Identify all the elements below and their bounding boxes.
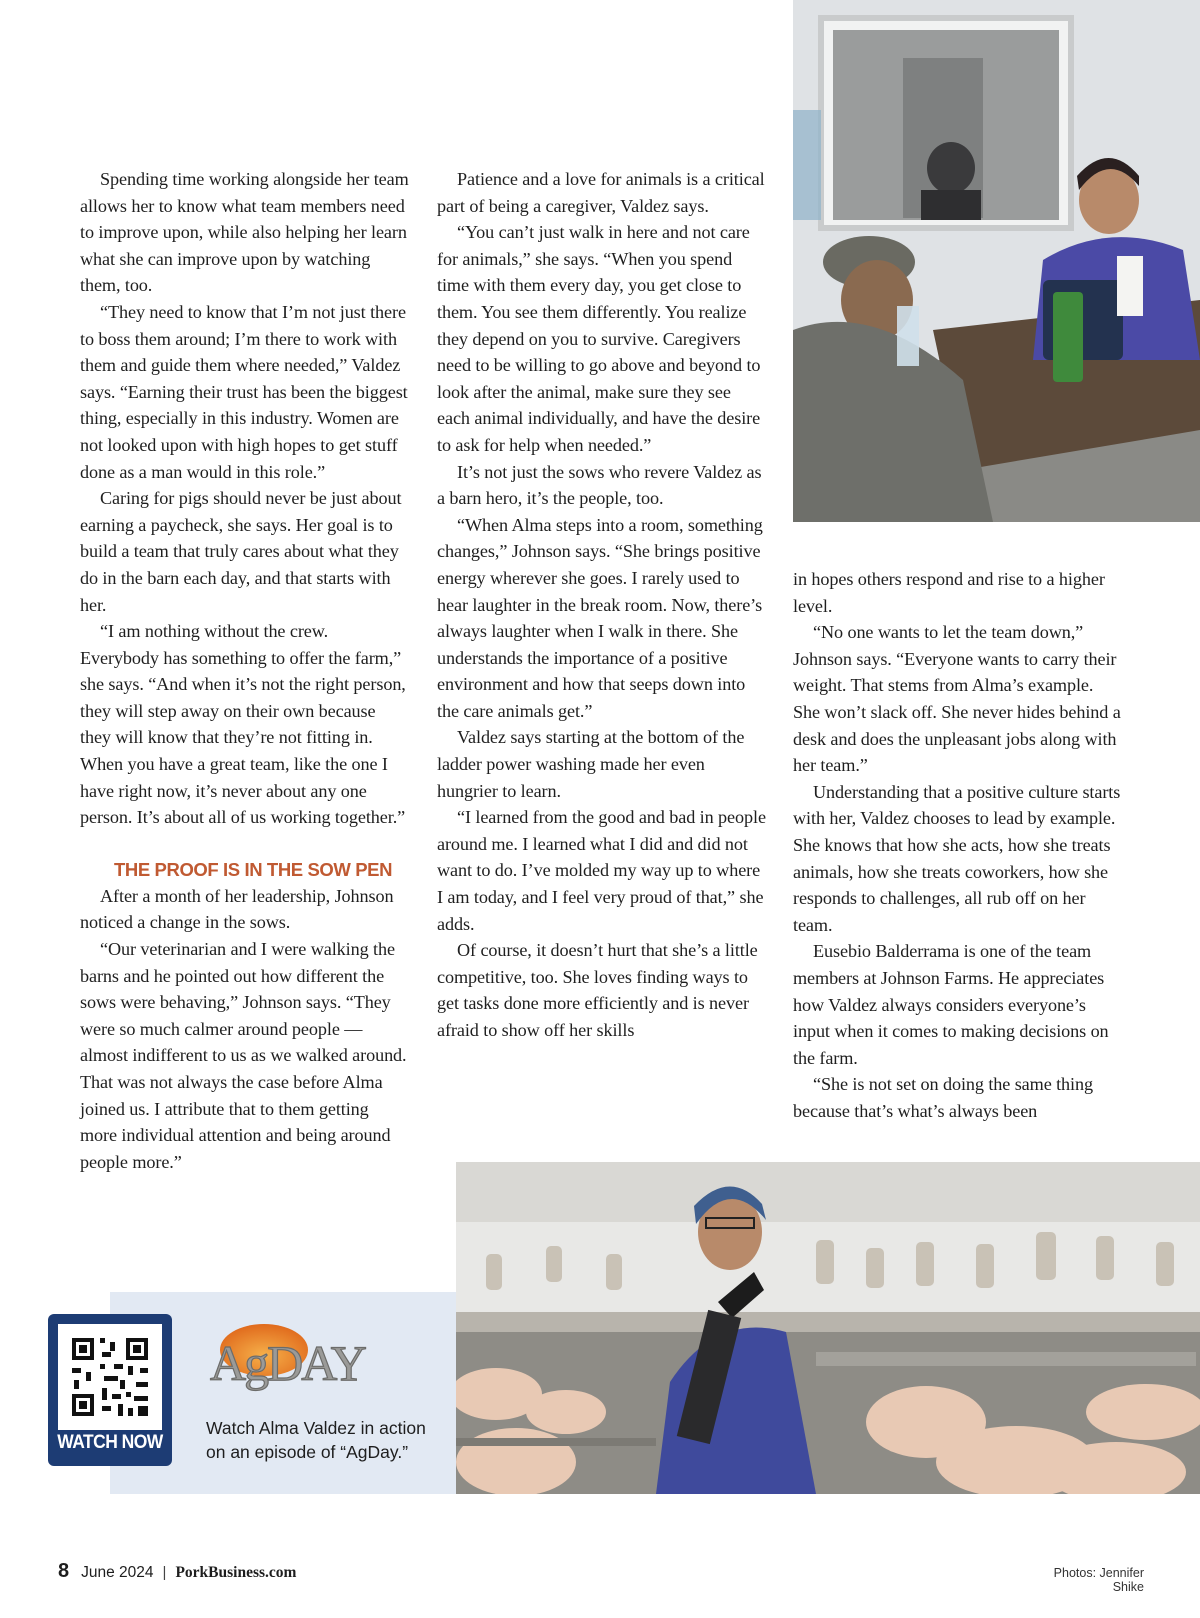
paragraph: “They need to know that I’m not just there to boss them around; I’m there to work with them and guide them where needed,” Valdez says. “Earning their trust has been the biggest thing, especially in this industry. Women are not looked upon with high hopes to get stuff done as a man would in this role.” [80,301,408,482]
promo-caption-line-1: Watch Alma Valdez in action [206,1418,426,1438]
agday-logo [204,1316,400,1394]
paragraph: Eusebio Balderrama is one of the team members at Johnson Farms. He appreciates how Valdez always considers everyone’s input when it comes to making decisions on the farm. [793,941,1109,1068]
qr-code-icon [58,1324,162,1430]
issue-date: June 2024 [81,1564,154,1581]
page-footer [58,1560,296,1584]
paragraph: “When Alma steps into a room, something changes,” Johnson says. “She brings positive energy wherever she goes. I rarely used to hear laughter in the break room. Now, there’s always laughter when I walk in there. She understands the importance of a positive environment and how that seeps down into the care animals get.” [437,514,763,721]
paragraph: Caring for pigs should never be just about earning a paycheck, she says. Her goal is to build a team that truly cares about what they do in the barn each day, and that starts with her. [80,488,402,615]
paragraph: “No one wants to let the team down,” Johnson says. “Everyone wants to carry their weight. That stems from Alma’s example. She won’t slack off. She never hides behind a desk and does the unpleasant jobs along with her team.” [793,622,1121,776]
paragraph: Of course, it doesn’t hurt that she’s a little competitive, too. She loves finding ways to get tasks done more efficiently and is never afraid to show off her skills [437,940,758,1040]
paragraph: Valdez says starting at the bottom of the ladder power washing made her even hungrier to learn. [437,727,745,801]
paragraph: It’s not just the sows who revere Valdez as a barn hero, it’s the people, too. [437,461,762,509]
paragraph: “You can’t just walk in here and not care for animals,” she says. “When you spend time with them every day, you get close to them. You see them differently. You realize they depend on you to survive. Caregivers need to be willing to go above and beyond to look after the animal, make sure they see each animal individually, and have the desire to ask for help when needed.” [437,222,761,455]
paragraph: Spending time working alongside her team allows her to know what team members need to improve upon, while also helping her learn what she can improve upon by watching them, too. [80,169,409,296]
page-number: 8 [58,1560,70,1582]
article-column-2 [437,166,767,1044]
promo-caption-line-2: on an episode of “AgDay.” [206,1442,409,1462]
website-link[interactable]: PorkBusiness.com [175,1564,297,1581]
barn-photo [456,1162,1200,1494]
paragraph: Understanding that a positive culture starts with her, Valdez chooses to lead by example. She knows that how she acts, how she treats animals, how she treats coworkers, how she responds to challenges, all rub off on her team. [793,781,1121,935]
break-room-photo [793,0,1200,522]
photo-credit: Photos: Jennifer Shike [1053,1566,1144,1594]
agday-logo-text: AgDAY [210,1335,365,1391]
promo-caption [206,1416,446,1464]
paragraph: “She is not set on doing the same thing because that’s what’s always been [793,1074,1093,1121]
footer-separator: | [162,1564,167,1581]
article-column-1 [80,166,410,1175]
section-subhead: THE PROOF IS IN THE SOW PEN [114,858,393,880]
paragraph: “I learned from the good and bad in people around me. I learned what I did and did not want to do. I’ve molded my way up to where I am today, and I feel very proud of that,” she adds. [437,807,766,934]
paragraph: “Our veterinarian and I were walking the barns and he pointed out how different the sows were behaving,” Johnson says. “They were so much calmer around people — almost indifferent to us as we walked around. That was not always the case before Alma joined us. I attribute that to them getting more individual attention and being around people more.” [80,939,407,1172]
paragraph: After a month of her leadership, Johnson noticed a change in the sows. [80,885,394,933]
watch-now-qr-button[interactable] [48,1314,172,1466]
watch-now-label: WATCH NOW [57,1432,163,1453]
paragraph: “I am nothing without the crew. Everybody has something to offer the farm,” she says. “And when it’s not the right person, they will step away on their own because they will know that they’re not fitting in. When you have a great team, like the one I have right now, it’s never about any one person. It’s about all of us working together.” [80,621,406,828]
article-column-3 [793,566,1123,1124]
paragraph: in hopes others respond and rise to a higher level. [793,569,1105,616]
paragraph: Patience and a love for animals is a critical part of being a caregiver, Valdez says. [437,169,765,216]
